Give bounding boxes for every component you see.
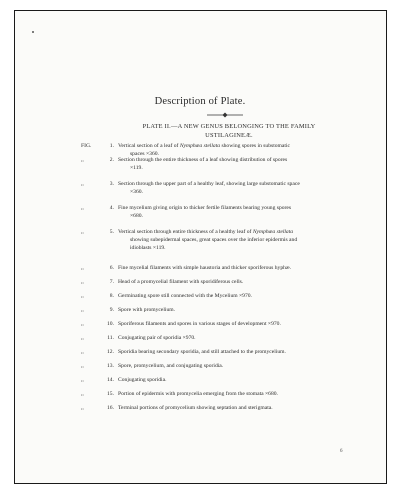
ditto-mark: ,, [81, 307, 84, 313]
figure-caption: Conjugating pair of sporidia ×970. [118, 335, 196, 341]
figure-caption: Head of a promycelial filament with sporidiferous cells. [118, 279, 244, 285]
figure-number: 7. [109, 279, 114, 285]
figure-number: 2. [109, 157, 114, 163]
figure-number: 3. [109, 181, 114, 187]
title-ornament [207, 112, 243, 118]
figure-caption: Sporidia bearing secondary sporidia, and still attached to the promycelium. [118, 349, 286, 355]
ditto-mark: ,, [81, 229, 84, 235]
figure-number: 8. [109, 293, 114, 299]
ditto-mark: ,, [81, 349, 84, 355]
figure-number: 1. [109, 143, 114, 149]
ditto-mark: ,, [81, 279, 84, 285]
ditto-mark: ,, [81, 205, 84, 211]
figure-caption: Spore, promycelium, and conjugating sporidia. [118, 363, 224, 369]
ditto-mark: ,, [81, 335, 84, 341]
figure-number: 16. [107, 405, 114, 411]
figure-number: 9. [109, 307, 114, 313]
ditto-mark: ,, [81, 377, 84, 383]
figure-caption: Vertical section through entire thickness of a healthy leaf of Nymphæa stellata showing subepidermal spaces, great spaces over the inferior epidermis and idioblasts ×119. [118, 229, 298, 252]
figure-number: 14. [107, 377, 114, 383]
page-mark: 6 [340, 449, 343, 454]
figure-caption: Germinating spore still connected with the Mycelium ×970. [118, 293, 252, 299]
figure-number: 10. [107, 321, 114, 327]
fig-label: FIG. [81, 143, 92, 149]
figure-number: 11. [107, 335, 114, 341]
figure-caption: Section through the entire thickness of a leaf showing distribution of spores ×119. [118, 157, 288, 172]
ditto-mark: ,, [81, 391, 84, 397]
figure-number: 5. [109, 229, 114, 235]
figure-number: 13. [107, 363, 114, 369]
figure-caption: Portion of epidermis with promycelia emerging from the stomata ×680. [118, 391, 278, 397]
ditto-mark: ,, [81, 157, 84, 163]
ditto-mark: ,, [81, 265, 84, 271]
page-speck [32, 31, 34, 33]
figure-caption: Terminal portions of promycelium showing septation and sterigmata. [118, 405, 273, 411]
ditto-mark: ,, [81, 363, 84, 369]
ditto-mark: ,, [81, 293, 84, 299]
ditto-mark: ,, [81, 181, 84, 187]
ditto-mark: ,, [81, 321, 84, 327]
figure-caption: Vertical section of a leaf of Nymphæa stellata showing spores in substomatic spaces ×360. [118, 143, 290, 158]
figure-caption: Fine mycelium giving origin to thicker fertile filaments bearing young spores ×680. [118, 205, 292, 220]
figure-caption: Spore with promycelium. [118, 307, 176, 313]
figure-caption: Section through the upper part of a healthy leaf, showing large substomatic space ×360. [118, 181, 300, 196]
figure-number: 15. [107, 391, 114, 397]
page-title: Description of Plate. [154, 96, 246, 107]
ditto-mark: ,, [81, 405, 84, 411]
figure-caption: Conjugating sporidia. [118, 377, 167, 383]
figure-caption: Sporiferous filaments and spores in various stages of development ×970. [118, 321, 281, 327]
figure-number: 12. [107, 349, 114, 355]
figure-number: 6. [109, 265, 114, 271]
plate-heading: PLATE II.—A NEW GENUS BELONGING TO THE FAMILY USTILAGINEÆ. [142, 123, 316, 139]
figure-number: 4. [109, 205, 114, 211]
figure-caption: Fine mycelial filaments with simple haustoria and thicker sporiferous hyphæ. [118, 265, 292, 271]
